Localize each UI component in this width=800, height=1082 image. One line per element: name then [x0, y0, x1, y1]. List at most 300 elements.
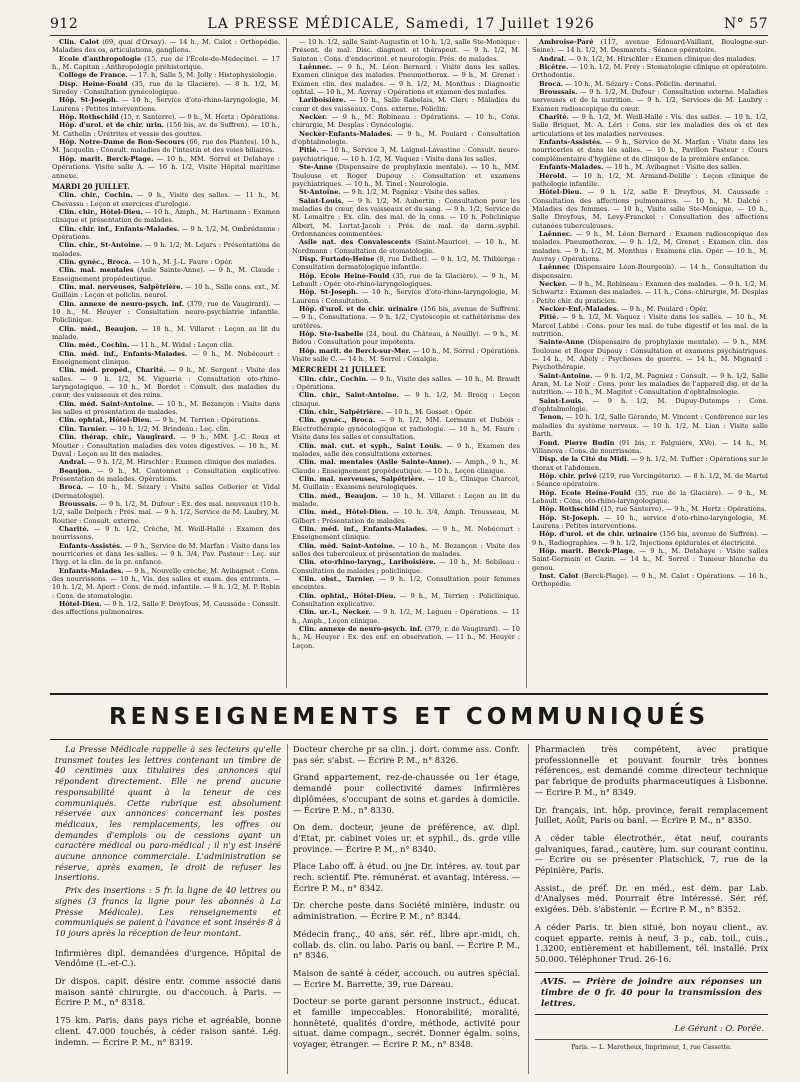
institution-name: Necker. [299, 113, 328, 122]
entry-text: — 9 h. 1/2, M. Ombrédanne : Opérations. [52, 224, 280, 241]
institution-name: Laënnec [539, 263, 570, 272]
schedule-entry [292, 416, 520, 441]
entry-text: — 9 h., M. Poulard : Consultation d'ophtalmologie. [292, 129, 520, 147]
notices-column-1 [55, 744, 281, 1074]
institution-name: Hôp. Rothschild [539, 505, 599, 514]
entry-text: — 9 h., M. Nobécourt : Enseignement clinique. [292, 524, 520, 542]
entry-text: — 10 h., M. J.-L. Faure : Opér. [131, 257, 233, 266]
entry-text: — 10 h., service d'oto-rhino-laryngologie, M. Laurens : Petites interventions. [532, 513, 768, 530]
schedule-entry [532, 313, 768, 338]
schedule-entry [532, 372, 768, 397]
institution-name: Clin. ophtal., Hôtel-Dieu. [59, 416, 152, 425]
institution-name: Necker-Enf.-Malades. [539, 305, 619, 313]
entry-text: — 9 h. 1/2, Crèche, M. Weill-Hallé : Examen des nourrissons. [52, 524, 280, 542]
institution-name: Clin. méd., Beaujon. [299, 491, 378, 500]
avis-notice: AVIS. — Prière de joindre aux réponses un timbre de 0 fr. 40 pour la transmission des lettres. [535, 972, 768, 1015]
classified-notice: Grand appartement, rez-de-chaussée ou 1er étage, demandé pour collectivité dames infirmières diplômées, s'occupant de soins et gardes à domicile. — Écrire P. M., n° 8330. [293, 772, 520, 815]
entry-text: (219, rue Vercingétorix). — 8 h. 1/2, M. de Martel : Séance opératoire. [532, 471, 768, 489]
institution-name: Sainte-Anne [539, 338, 585, 347]
institution-name: Clin. obst., Tarnier. [299, 575, 375, 583]
entry-text: — 9 h. 1/2, M. Vaquez : Visite dans les salles. — 10 h., M. Marcel Labbé : Cons. pour les mal. de tube digestif et les mal. de la nutrition. [532, 313, 768, 339]
page-number: 912 [50, 16, 79, 32]
schedule-entry [292, 608, 520, 625]
entry-text: — 10 h., MM. Sorrel et Delahaye : Opérations. Visite salle A. — 16 h. 1/2, Visite Hôpital maritime annexe. [52, 154, 280, 180]
institution-name: Clin. ophtal., Hôtel-Dieu. [299, 591, 396, 600]
entry-text: (Dispensaire Léon-Bourgeois). — 14 h., Consultation du dispensaire. [532, 263, 768, 280]
schedule-entry [292, 146, 520, 163]
entry-text: — 9 h., M. Cantonnet : Consultation explicative. Présentation de malades. Opérations. [52, 466, 280, 483]
classified-notice: Médecin franç., 40 ans, sér. réf., libre apr.-midi, ch. collab. ds. clin. ou labo. Paris ou banl. — Écrire P. M., n° 8346. [293, 928, 520, 961]
schedule-entry [292, 38, 520, 63]
schedule-entry [52, 300, 280, 325]
schedule-entry [52, 121, 280, 138]
institution-name: Hôp. d'urol. et de chir. urinaire [299, 305, 418, 313]
schedule-column-1 [52, 38, 280, 690]
institution-name: Clin. Calot [59, 38, 100, 46]
section-title: RENSEIGNEMENTS ET COMMUNIQUÉS [50, 693, 768, 740]
schedule-entry [52, 483, 280, 500]
institution-name: Saint-Louis. [539, 396, 584, 405]
entry-text: — 10 h., Clinique Charcot, M. Guillain : Examens neurologiques. [292, 474, 520, 492]
entry-text: — 9 h., M. Nobécourt : Enseignement clinique. [52, 349, 280, 367]
entry-text: — 11 h., M. Widal : Leçon clin. [129, 341, 235, 350]
institution-name: Enfants-Assistés. [59, 541, 123, 550]
entry-text: — 9 h. 1/2, M. Lejars : Présentations de malades. [52, 241, 280, 258]
schedule-entry [292, 288, 520, 305]
entry-text: — 9 h. 1/2, M. Brocq : Leçon clinique. [292, 391, 520, 408]
institution-name: Enfants-Malades. [539, 163, 604, 172]
schedule-entry [292, 347, 520, 364]
entry-text: — 17. h, Salle 5, M. Jolly : Histophysiologie. [127, 71, 277, 80]
classified-notice: On dem. docteur, jeune de préférence, av. dipl. d'Etat, pr. cabinet voies ur. et syphil., ds. grde ville province. — Écrire P. M., n° 8340. [293, 822, 520, 854]
classified-notice: Dr dispos. capit. désire entr. comme associé dans maison santé chirurgie. ou d'accouch. à Paris. — Écrire P. M., n° 8318. [55, 976, 281, 1008]
printer-imprint: Paris. — L. Maretheux, Imprimeur, 1, rue Cassette. [535, 1039, 768, 1054]
entry-text: — 9 h., M. Delahaye : Visite salles Saint-Germain et Cazin. — 14 h., M. Sorrel : Tumeur blanche du genou. [532, 546, 768, 572]
schedule-entry [532, 530, 768, 547]
schedule-entry [52, 266, 280, 283]
schedule-entry [292, 525, 520, 542]
entry-text: — 10 h. 1/2, M. Frey : Stomatologie clinique et opératoire. Orthodontie. [532, 63, 768, 80]
entry-text: (15, rue Santerre). — 9 h., M. Hertz : Opérations. [598, 505, 767, 514]
institution-name: Clin. ur.-l., Necker. [299, 608, 371, 617]
institution-name: Clin. méd. inf., Enfants-Malades. [59, 349, 188, 358]
schedule-entry [292, 408, 520, 416]
entry-text: — 10 h., M. Bezançon : Visite des salles des tuberculeux et présentation de malades. [292, 541, 520, 558]
schedule-column-2 [292, 38, 520, 690]
schedule-entry [52, 155, 280, 180]
institution-name: Saint-Antoine. [539, 371, 593, 380]
entry-text: (379, r. de Vaugirard). — 10 h., M. Heuyer : Ex. des enf. en observation. — 11 h., M. Heuyer : Leçon. [292, 625, 520, 650]
schedule-entry [52, 567, 280, 600]
entry-text: — 9 h. 1/2, Salle F. Dreyfous, M. Caussade : Consult. des affections pulmonaires. [52, 600, 280, 617]
schedule-entry [532, 338, 768, 371]
entry-text: — 9 h., MM. J.-C. Roux et Moutier : Consultation maladies des voies digestives. — 10 h., M. Duval : Leçon au lit des malades. [52, 433, 280, 458]
schedule-entry [52, 55, 280, 72]
schedule-entry [52, 325, 280, 342]
schedule-entry [52, 542, 280, 567]
institution-name: Clin. méd. Saint-Antoine. [299, 541, 396, 550]
institution-name: Hôp. Notre-Dame de Bon-Secours [59, 138, 185, 147]
entry-text: — 10 h. 1/2, salle Saint-Augustin et 10 h. 1/2, salle Ste-Monique : Présent. de mal. Disc. diagnost. et thérapeut. — 9 h. 1/2, M. Sainton : Cons. d'endocrinol. et neurologie. Prés. de malades. [292, 38, 520, 63]
institution-name: Collège de France. [59, 71, 128, 80]
schedule-entry [292, 575, 520, 592]
entry-text: (66, rue des Plantes). 10 h., M. Jacquelin : Consult. maladies de l'intestin et des voies biliaires. [52, 138, 280, 155]
notice-prices: Prix des insertions : 5 fr. la ligne de 40 lettres ou signes (3 francs la ligne pour les abonnés à La Presse Médicale). Les renseignements et communiqués se paient à l'avance et sont insérés 8 à 10 jours après la réception de leur montant. [55, 885, 281, 938]
schedule-entry [52, 350, 280, 367]
entry-text: — 9 h. 1/2, M. Hirschler : Examen clinique des malades. [566, 54, 757, 63]
entry-text: (35, rue de la Glacière). — 9 h., M. Lebault : Opér. oto-rhino-laryngologiques. [292, 271, 520, 288]
institution-name: Broca. [59, 483, 84, 492]
entry-text: — 9 h. 1/2, M. Weill-Hallé : Vis. des salles. — 10 h. 1/2, Salle Briquet, M. A. Léri : Cons. sur les maladies des os et des articulations et les maladies nerveuses. [532, 113, 768, 138]
institution-name: Disp. Furtado-Heine [299, 254, 375, 263]
schedule-entry [292, 272, 520, 289]
classified-notice: Dr. cherche poste dans Société minière, industr. ou administration. — Écrire P. M., n° 8344. [293, 900, 520, 922]
schedule-entry [52, 500, 280, 525]
entry-text: (91 bis, r. Falguière, XVe). — 14 h., M. Villanova : Cons. de nourrissons. [532, 438, 768, 455]
schedule-entry [52, 600, 280, 617]
schedule-entry [52, 258, 280, 266]
institution-name: Saint-Louis. [299, 196, 344, 205]
entry-text: (379, rue de Vaugirard). — 10 h., M. Heuyer : Consultation neuro-psychiatrie infantile. Policlinique. [52, 299, 280, 325]
institution-name: Clin. mal. nerveuses, Salpêtrière. [59, 282, 183, 291]
schedule-entry [532, 188, 768, 230]
schedule-column-3 [532, 38, 768, 690]
schedule-entry [532, 80, 768, 88]
notices-column-2 [293, 744, 520, 1074]
entry-text: — 9 h., M. Sergent : Visite des salles. — 9 h. 1/2, M. Viguerie : Consultation oto-rhino-laryngologique. — 10 h., M. Bordet : Consult. des maladies du cœur, des vaisseaux et des reins. [52, 366, 280, 400]
schedule-entry [52, 416, 280, 424]
running-header [50, 16, 768, 34]
entry-text: — 10 h. 1/2, M. Armand-Delille : Leçon clinique de pathologie infantile. [532, 171, 768, 188]
entry-text: (35, rue de la Glacière). — 9 h., M. Lebault : Cons. oto-rhino-laryngologique. [532, 488, 768, 505]
column-divider [526, 38, 527, 688]
entry-text: — 9 h., M. Terrien : Opérations. [151, 416, 261, 425]
schedule-entry [532, 280, 768, 305]
institution-name: Clin. méd. propéd., Charité. [59, 366, 166, 375]
schedule-entry [292, 197, 520, 239]
entry-text: — 9 h., M. Robineau : Opérations. — 10 h., Cons. chirurgie, M. Desplas : Gynécologie. [292, 113, 520, 130]
institution-name: Ecole d'anthropologie [59, 54, 142, 63]
schedule-entry [52, 467, 280, 484]
entry-text: — 18 h., M. Villaret : Leçon au lit du malade. [52, 324, 280, 342]
schedule-entry [52, 241, 280, 258]
schedule-entry [292, 188, 520, 196]
institution-name: Broca. [539, 79, 564, 88]
schedule-entry [532, 472, 768, 489]
institution-name: Clin. chir., Cochin. [59, 191, 133, 200]
schedule-entry [532, 413, 768, 438]
classified-notice: A céder Paris. tr. bien situé, bon noyau client., av. coquet apparte. remis à neuf, 3 p., cab. toil., cuis., 1.3200, entièrement et habillement, tél. installé. Prix 50.000. Téléphoner Trud. 26-16. [535, 921, 768, 964]
schedule-entry [52, 96, 280, 113]
institution-name: Hôp. St-Joseph. [539, 513, 600, 522]
column-divider [287, 744, 288, 1074]
institution-name: Hôp. Ste-Isabelle [299, 330, 364, 339]
schedule-entry [532, 397, 768, 414]
entry-text: — 10 h., Salle cons. ext., M. Guillain : Leçon et policlin. neurol. [52, 282, 280, 300]
institution-name: Beaujon. [59, 466, 92, 475]
institution-name: Hôp. Ecole Heine-Fould [299, 271, 390, 280]
entry-text: — 9 h. 1/2, M. Hirschler : Examen clinique des malades. [86, 458, 277, 467]
entry-text: — 10 h., M. Sézary : Visite salles Cellerier et Vidal (Dermatologie). [52, 483, 280, 500]
schedule-entry [52, 366, 280, 399]
institution-name: Clin. chir., Salpêtrière. [299, 408, 384, 417]
classified-notice: Docteur se porte garant personne instruct., éducat. et famille impeccables. Honorabilité, moralité, honnêteté, qualités d'ordre, méthode, activité pour situat. dame compagn., secrét. Donner égalm. soins, voyager, étranger. — Écrire P. M., n° 8348. [293, 996, 520, 1050]
institution-name: Hôtel-Dieu. [539, 188, 582, 197]
entry-text: — 10 h., M. Bezançon : Visite dans les salles et présentation de malades. [52, 399, 280, 417]
gerant-signature: Le Gérant : O. Porée. [674, 1022, 764, 1033]
schedule-entry [292, 130, 520, 147]
schedule-entry [532, 55, 768, 63]
schedule-entry [532, 514, 768, 531]
institution-name: Broussais. [539, 88, 578, 97]
entry-text: — 9 h. 1/2, salle F. Dreyfous, M. Caussade : Consultation des affections pulmonaires. — 10 h., M. Dalché : Maladies des femmes. — 10 h., Visite salle Ste-Monique. — 10 h., Salle Dreyfous, M. Levy-Franckel : Consultation des affections cutanées tuberculeuses. [532, 188, 768, 230]
institution-name: Clin. mal. mentales (Asile Sainte-Anne). [299, 458, 452, 467]
institution-name: Fond. Pierre Budin [539, 438, 615, 447]
schedule-entry [532, 38, 768, 55]
institution-name: Hôtel-Dieu. [59, 600, 102, 609]
journal-title: LA PRESSE MÉDICALE, Samedi, 17 Juillet 1926 [207, 16, 595, 32]
institution-name: Clin. Tarnier. [59, 424, 108, 433]
entry-text: — 10 h., M. Sézary : Cons. Policlin. dermatol. [563, 79, 717, 88]
institution-name: Hôp. Ecole Heine-Fould [539, 488, 631, 497]
entry-text: — 10 h., Amph., M. Hartmann : Examen clinique et présentation de malades. [52, 207, 280, 225]
schedule-entry [292, 508, 520, 525]
day-label: MERCREDI 21 JUILLET. [292, 365, 387, 375]
entry-text: — 9 h., M. Léon Bernard : Visite dans les salles. Examen clinique des malades. Pneumothorax. — 9 h., M. Grenet : Examen clin. des malades. — 9 h. 1/2, M. Monthus : Diagnostic ophtal. — 10 h., M. Auvray : Opérations et examen des malades. [292, 63, 520, 97]
entry-text: — 9 h. 1/2, M. Legueu : Opérations. — 11 h., Amph., Leçon clinique. [292, 608, 520, 625]
entry-text: — 10 h., Service d'oto-rhino-laryngologie, M. Laurens : Petites interventions. [52, 96, 280, 113]
schedule-entry [292, 542, 520, 559]
entry-text: — 9 h., Service de M. Marfan : Visite dans les nourriceries et dans les salles. — 9 h. 3/4, Pav. Pasteur : Leç. sur l'hyg. et la clin. de la pr. enfance. [52, 541, 280, 567]
entry-text: — 9 h., M. Robineau : Examen des malades. — 9 h. 1/2, M. Schwartz : Examen des malades. — 11 h., Cons. chirurgie, M. Desplas : Petite chir. du praticien. [532, 279, 768, 305]
institution-name: Clin. chir., St-Antoine. [59, 241, 143, 250]
schedule-entry [292, 458, 520, 475]
schedule-entry [292, 163, 520, 188]
entry-text: — 10 h., M. Gosset : Opér. [383, 408, 474, 417]
entry-text: (156 bis, av. de Suffren). — 10 h., M. Cathelin : Urétrites et vessie des gouttes. [52, 121, 280, 138]
institution-name: Laënnec. [539, 229, 573, 238]
entry-text: — 9 h. 1/2, Consultation pour femmes enceintes. [292, 575, 520, 592]
institution-name: Hôp. marit. de Berck-sur-Mer. [299, 346, 411, 355]
institution-name: Necker. [539, 279, 568, 288]
entry-text: (156 bis, avenue de Suffren). — 9 h., Radiographies. — 9 h. 1/2, Injections épidurales et électricité. [532, 530, 768, 547]
schedule-entry [52, 80, 280, 97]
institution-name: Clin. chir., Hôtel-Dieu. [59, 207, 143, 216]
classified-notice: Assist., de préf. Dr. en méd., est dem. par Lab. d'Analyses méd. Pourrait être intéressé. Sér. réf. exigées. Déb. s'abstenir. — Écrire P. M., n° 8352. [535, 882, 768, 915]
entry-text: — 9 h., Examen des malades, salle des consultations externes. [292, 441, 520, 458]
institution-name: Clin. gynéc., Broca. [59, 257, 132, 266]
schedule-entry [52, 425, 280, 433]
entry-text: — 9 h. 1/2, M. Aubertin : Consultation pour les maladies du cœur, des vaisseaux et du sang. — 9 h. 1/2, Service de M. Lemaitre : Ex. clin. des mal. de la cons. — 10 h. Policlinique Albert, M. Lortat-Jacob : Prés. de mal. de derm.-syphil. Ordonnances commentées. [292, 196, 520, 238]
schedule-entry [52, 38, 280, 55]
institution-name: Laënnec. [299, 63, 333, 72]
schedule-entry [52, 208, 280, 225]
institution-name: Clin. oto-rhino-laryng., Lariboisière. [299, 558, 436, 567]
entry-text: — 10 h., Salle Rabelais, M. Clerc : Maladies du cœur et des vaisseaux. Cons. externe. Policlin. [292, 96, 520, 113]
institution-name: Necker-Enfants-Malades. [299, 129, 393, 138]
institution-name: Hôp. marit. Berck-Plage. [59, 154, 154, 163]
institution-name: Disp. Heine-Fould [59, 79, 128, 88]
entry-text: (24, boul. du Château, à Neuilly). — 9 h., M. Bidou : Consultation pour impotents. [292, 330, 520, 347]
schedule-entry [52, 138, 280, 155]
entry-text: — 10 h., Service 3, M. Laignel-Lavastine : Consult. neuro-psychiatrique. — 10 h. 1/2, M. Vaquez : Visite dans les salles. [292, 146, 520, 163]
schedule-entry [292, 238, 520, 255]
schedule-entry [52, 225, 280, 242]
schedule-entry [532, 305, 768, 313]
schedule-entry [292, 255, 520, 272]
entry-text: — 9 h., Visite des salles. — 11 h., M. Chevassu : Leçon et exercices d'urologie. [52, 191, 280, 208]
schedule-entry [532, 172, 768, 189]
schedule-entry [532, 138, 768, 163]
institution-name: Clin. méd. Saint-Antoine. [59, 399, 155, 408]
entry-text: (117, avenue Édouard-Vaillant, Boulogne-sur-Seine). — 14 h. 1/2, M. Desmarets : Séance opératoire. [532, 38, 768, 55]
institution-name: Pitié. [299, 146, 319, 155]
entry-text: (Dispensaire de prophylaxie mentale). — 10 h., MM. Toulouse et Roger Dupouy : Consultation et examens psychiatriques. — 10 h., M. Tinel : Neurologie. [292, 163, 520, 188]
schedule-entry [292, 330, 520, 347]
classified-notice: Place Labo off. à étud. ou jne Dr. intéres. av. tout par rech. scientif. Pte. rémunérat. et avantag. intéress. — Écrire P. M., n° 8342. [293, 861, 520, 893]
day-label: MARDI 20 JUILLET. [52, 181, 130, 191]
entry-text: — 9 h., M. Poulard : Opér. [618, 305, 708, 313]
day-heading [292, 366, 520, 374]
schedule-entry [52, 341, 280, 349]
schedule-entry [292, 113, 520, 130]
institution-name: Ste-Anne [299, 163, 333, 172]
classified-notice: Pharmacien très compétent, avec pratique professionnelle et pouvant fournir très bonnes références, est demandé comme directeur technique par fabrique de produits pharmaceutiques à Lisbonne. — Écrire P. M., n° 8349. [535, 744, 768, 797]
institution-name: Clin. méd. inf., Enfants-Malades. [299, 524, 428, 533]
institution-name: Hôp. Rothschild [59, 113, 119, 122]
institution-name: Tenon. [539, 413, 564, 422]
entry-text: — 9 h. 1/2, M. Tuffier : Opérations sur le thorax et l'abdomen. [532, 455, 768, 472]
institution-name: Lariboisière. [299, 96, 346, 105]
notice-intro: La Presse Médicale rappelle à ses lecteurs qu'elle transmet toutes les lettres contenant un timbre de 40 centimes aux titulaires des annonces qui répondent directement. Elle ne prend aucune responsabilité quant à la teneur de ces communiqués. Cette rubrique est absolument réservée aux annonces concernant les postes médicaux, les remplacements, les offres ou demandes d'emplois ou de cessions ayant un caractère médical ou para-médical ; il n'y est inséré aucune annonce commerciale. L'administration se réserve, après examen, le droit de refuser les insertions. [55, 744, 281, 883]
schedule-entry [532, 547, 768, 572]
entry-text: — 9 h., Visite des salles. — 10 h., M. Braudt : Opérations. [292, 374, 520, 392]
institution-name: Charité. [59, 524, 89, 533]
classified-notice: Maison de santé à céder, accouch. ou autres spécial. — Écrire M. Barrette, 39, rue Dareau. [293, 967, 520, 989]
institution-name: Clin. méd., Beaujon. [59, 324, 138, 333]
entry-text: — 10 h. 1/2, M. Brindeau : Leç. clin. [107, 424, 231, 433]
institution-name: Clin. chir., Saint-Antoine. [299, 391, 399, 400]
institution-name: Clin. méd., Hôtel-Dieu. [299, 508, 389, 517]
entry-text: (156 bis, avenue de Suffren). — 9 h., Consultations. — 9 h. 1/2, Cystoscopie et cathétérisme des urétères. [292, 305, 520, 330]
entry-text: — 10 h., M. Sebileau : Consultation de malades ; policlinique. [292, 558, 520, 575]
entry-text: (Berck-Plage). — 9 h., M. Calot : Opérations. — 16 h., Orthopédie. [532, 572, 768, 589]
schedule-entry [52, 71, 280, 79]
schedule-entry [532, 163, 768, 171]
schedule-entry [292, 592, 520, 609]
schedule-entry [532, 572, 768, 589]
entry-text: — 10 h. 3/4, Amph. Trousseau, M. Gilbert : Présentation de malades. [292, 508, 520, 525]
institution-name: Pitié. [539, 313, 559, 322]
institution-name: Hôp. d'urol. et de chir. urinaire [539, 530, 658, 539]
classified-notice: Dr. français, int. hôp. province, ferait remplacement Juillet, Août, Paris ou banl. — Écrire P. M., n° 8350. [535, 804, 768, 826]
entry-text: — 9 h. 1/2, M. Dufour : Ex. des mal. nouveaux (10 h. 1/2, salle Delpech : Prés. mal. — 9 h. 1/2, Service de M. Laubry, M. Routier : Consult. externe. [52, 499, 280, 525]
schedule-entry [532, 455, 768, 472]
notice-list [535, 744, 768, 965]
entry-text: (69, quai d'Orsay). — 14 h., M. Calot : Orthopédie. Maladies des os, articulations, ganglions. [52, 38, 280, 55]
institution-name: Enfants-Malades. [59, 566, 124, 575]
institution-name: Clin. chir. inf., Enfants-Malades. [59, 224, 180, 233]
institution-name: Clin. annexe de neuro-psych. inf. [299, 625, 423, 634]
institution-name: Hôp. marit. Berck-Plage. [539, 546, 636, 555]
entry-text: — 9 h. 1/2, M. Pagniez : Visite des salles. [340, 188, 480, 197]
entry-text: — 10 h., M. Sorrel : Opérations. Visite salle C. — 14 h., M. Sorrel : Coxalgie. [292, 346, 520, 364]
institution-name: Broussais. [59, 499, 98, 508]
schedule-entry [532, 505, 768, 513]
institution-name: Andral. [59, 458, 87, 467]
notices-column-3 [535, 744, 768, 1074]
header-rule [50, 35, 768, 36]
institution-name: Clin. chir., Cochin. [299, 374, 369, 383]
institution-name: Clin. mal. cut. et syph., Saint Louis. [299, 441, 443, 450]
institution-name: Inst. Calot [539, 572, 579, 580]
institution-name: Ambroise-Paré [539, 38, 594, 46]
entry-text: (15, r. Santerre). — 9 h., M. Hertz : Opérations. [118, 113, 280, 122]
entry-text: (Asile Sainte-Anne). — 9 h., M. Claude : Enseignement propédeutique. [52, 266, 280, 283]
entry-text: — 9 h., M. Terrien : Policlinique. Consultation explicative. [292, 591, 520, 609]
institution-name: Charité. [539, 113, 569, 122]
day-heading [52, 183, 280, 191]
column-divider [286, 38, 287, 688]
classified-notice: Infirmières dipl. demandées d'urgence. Hôpital de Vendôme (L.-et-C.). [55, 947, 281, 969]
institution-name: St-Antoine. [299, 188, 341, 197]
entry-text: — 9 h., M. Léon Bernard : Examen radioscopique des malades. Pneumothorax. — 9 h. 1/2, M. Grenet : Examen clin. des malades. — 9 h. 1/2, M. Monthus : Examens clin. Opér. — 10 h., M. Auvray : Opérations. [532, 229, 768, 263]
entry-text: — 10 h. 1/2, Salle Gérando, M. Vincent : Conférence sur les maladies du système nerveux. — 10 h. 1/2, M. Lian : Visite salle Barth. [532, 413, 768, 439]
classified-notice: 175 km. Paris, dans pays riche et agréable, bonne client. 47.000 touchés, à céder raison santé. Lég. indemn. — Écrire P. M., n° 8319. [55, 1015, 281, 1047]
entry-text: (Saint-Maurice). — 10 h., M. Nordmann : Consultation de stomatologie. [292, 238, 520, 255]
notice-list [55, 948, 281, 1048]
classified-notice: Docteur cherche pr sa clin. j. dort. comme ass. Confr. pas sér. s'abst. — Écrire P. M., n° 8326. [293, 744, 520, 765]
schedule-entry [52, 525, 280, 542]
schedule-entry [52, 113, 280, 121]
entry-text: (15, rue de l'École-de-Médecine). — 17 h., M. Capitan : Anthropologie préhistorique. [52, 54, 280, 72]
notice-list [293, 744, 520, 1050]
schedule-entry [52, 433, 280, 458]
column-divider [528, 744, 529, 1074]
entry-text: — 9 h. 1/2, M. Pagniez : Consult. — 9 h. 1/2, Salle Aran, M. Le Noir : Cons. pour les maladies de l'appareil dig. et de la nutrition. — 10 h., M. Magitot : Consultation d'ophtalmologie. [532, 371, 768, 397]
entry-text: — 10 h., M. Villaret : Leçon au lit du malade. [292, 491, 520, 508]
schedule-entry [532, 263, 768, 280]
institution-name: Clin. mal. mentales [59, 266, 134, 275]
institution-name: Hôp. St-Joseph. [299, 288, 359, 297]
schedule-entry [292, 391, 520, 408]
schedule-entry [532, 439, 768, 456]
schedule-entry [52, 400, 280, 417]
schedule-entry [292, 375, 520, 392]
schedule-entry [292, 442, 520, 459]
schedule-entry [52, 458, 280, 466]
schedule-entry [532, 230, 768, 263]
institution-name: Andral. [539, 54, 567, 63]
schedule-entry [532, 63, 768, 80]
institution-name: Asile nat. des Convalescents [299, 238, 411, 247]
institution-name: Hôp. St-Joseph. [59, 96, 119, 105]
schedule-entry [532, 489, 768, 506]
institution-name: Clin. mal. nerveuses, Salpêtrière. [299, 474, 425, 483]
schedule-entry [292, 305, 520, 330]
institution-name: Bicêtre. [539, 63, 569, 72]
institution-name: Hôp. d'urol. et de chir. urin. [59, 121, 164, 130]
entry-text: (8, rue Delbet). — 9 h. 1/2, M. Thibierge : Consultation dermatologique infantile. [292, 254, 520, 272]
entry-text: (Dispensaire de prophylaxie mentale). — 9 h., MM. Toulouse et Roger Dupouy : Consultation et examens psychiatriques. — 14 h., M. Abely : Psychoses de guerre. — 14 h., M. Mignard : Psychothérapie. [532, 338, 768, 372]
entry-text: — 9 h., Service de M. Marfan : Visite dans les nourriceries et dans les salles. — 10 h., Pavillon Pasteur : Cours complémentaire d'hygiène et de clinique de la première enfance. [532, 138, 768, 163]
institution-name: Clin. thérap. chir., Vaugirard. [59, 433, 176, 442]
institution-name: Clin. annexe de neuro-psych. inf. [59, 299, 184, 308]
entry-text: — 10 h., M. Avibagnet : Visite des salles. [603, 163, 742, 172]
schedule-entry [52, 283, 280, 300]
institution-name: Disp. de la Cité du Midi. [539, 455, 629, 464]
institution-name: Clin. gynéc., Broca. [299, 416, 376, 425]
